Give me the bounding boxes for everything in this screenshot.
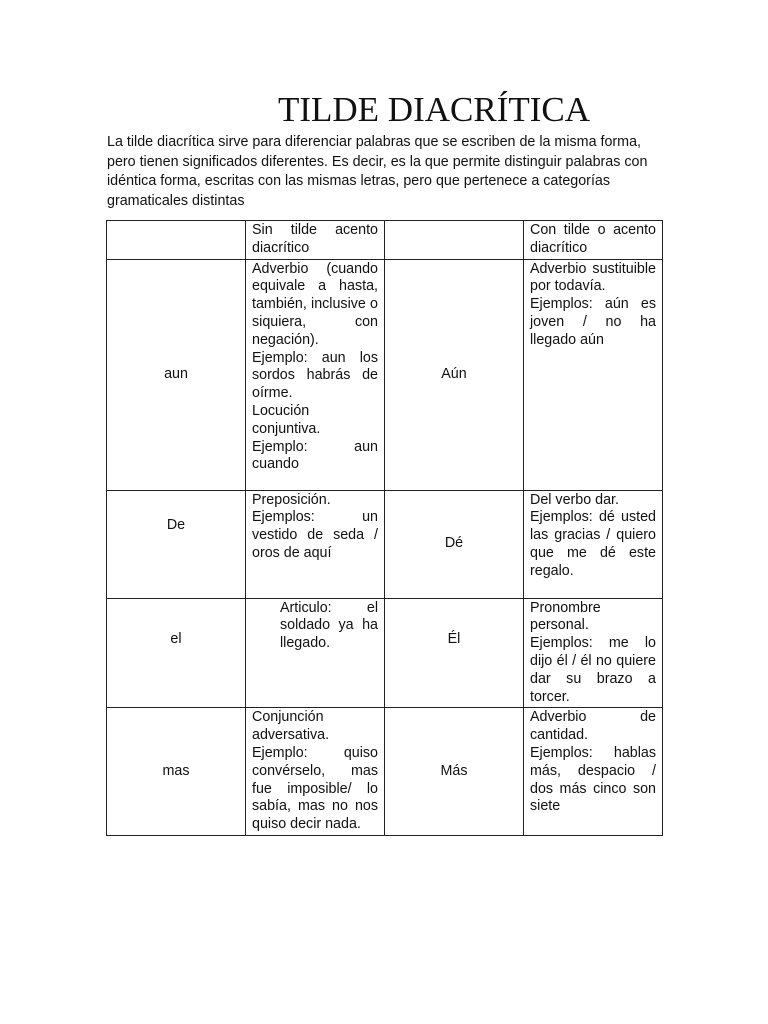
word-with-tilde: Él (385, 598, 524, 708)
word-with-tilde: Dé (385, 490, 524, 598)
description-line: Adverbio (cuando equivale a hasta, también, inclusive o siquiera, con negación). (252, 260, 378, 348)
description-line: Adverbio de cantidad. (530, 709, 656, 744)
page-title: TILDE DIACRÍTICA (277, 90, 591, 129)
description-with-tilde (524, 708, 663, 836)
description-line: Conjunción adversativa. (252, 709, 330, 744)
description-line: Locución conjuntiva. (252, 402, 321, 437)
description-line: Ejemplo: quiso convérselo, mas fue imposible/ lo sabía, mas no nos quiso decir nada. (252, 744, 378, 833)
description-line: Ejemplo: aun los sordos habrás de oírme. (252, 349, 378, 402)
word-with-tilde: Aún (385, 259, 524, 490)
description-without-tilde (246, 708, 385, 836)
table-header-row (107, 221, 663, 260)
description-with-tilde (524, 259, 663, 490)
word-without-tilde: aun (107, 259, 246, 490)
header-cell-empty-2 (385, 221, 524, 260)
word-without-tilde: el (107, 598, 246, 708)
description-without-tilde (246, 259, 385, 490)
description-without-tilde (246, 490, 385, 598)
tilde-table (106, 220, 663, 836)
description-with-tilde (524, 598, 663, 708)
description-line: Adverbio sustituible por todavía. (530, 260, 656, 295)
description-line: Ejemplos: dé usted las gracias / quiero que me dé este regalo. (530, 509, 656, 579)
intro-paragraph: La tilde diacrítica sirve para diferenciar palabras que se escriben de la misma forma, pero tienen significados diferentes. Es decir, es la que permite distinguir palabras con idéntica forma, escritas con las mismas letras, pero que pertenece a categorías gramaticales distintas (107, 134, 648, 209)
description-without-tilde (246, 598, 385, 708)
description-line: Ejemplos: hablas más, despacio / dos más cinco son siete (530, 744, 656, 815)
description-line: Del verbo dar. (530, 491, 620, 508)
description-line: Preposición. (252, 491, 331, 508)
description-line: Ejemplos: me lo dijo él / él no quiere dar su brazo a torcer. (530, 635, 656, 705)
description-with-tilde (524, 490, 663, 598)
header-cell-with-tilde: Con tilde o acento diacrítico (524, 221, 663, 260)
table-row (107, 708, 663, 836)
table-row (107, 598, 663, 708)
description-line: Pronombre personal. (530, 599, 601, 634)
description-line: Ejemplo: aun cuando (252, 438, 378, 473)
description-line: Articulo: el soldado ya ha llegado. (280, 599, 378, 652)
table-row (107, 490, 663, 598)
header-cell-empty-1 (107, 221, 246, 260)
word-with-tilde: Más (385, 708, 524, 836)
word-without-tilde: De (107, 490, 246, 598)
description-line: Ejemplos: un vestido de seda / oros de aquí (252, 509, 378, 561)
header-cell-without-tilde: Sin tilde acento diacrítico (246, 221, 385, 260)
table-row (107, 259, 663, 490)
word-without-tilde: mas (107, 708, 246, 836)
description-line: Ejemplos: aún es joven / no ha llegado aún (530, 296, 656, 348)
